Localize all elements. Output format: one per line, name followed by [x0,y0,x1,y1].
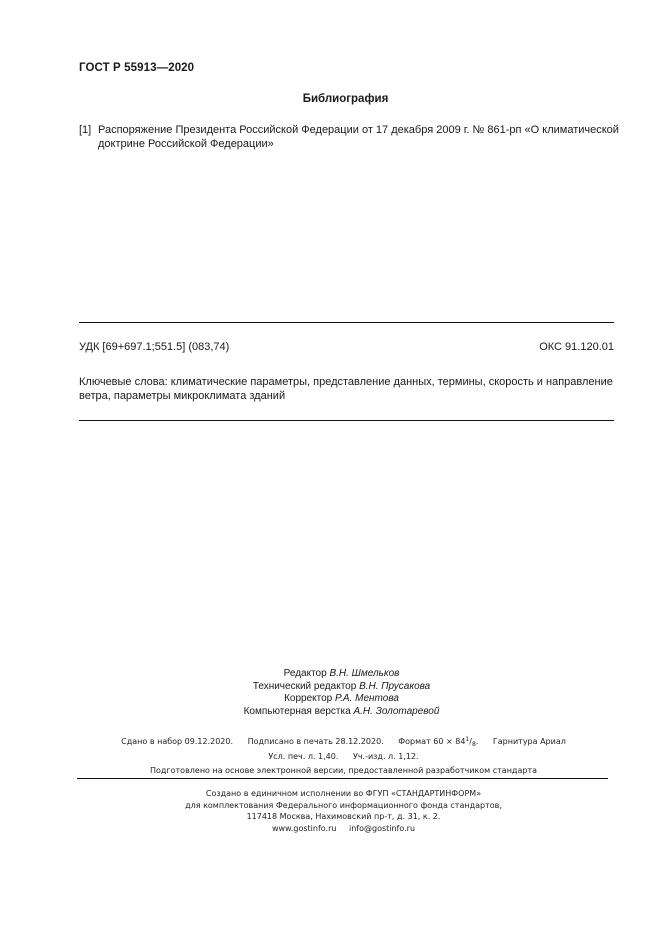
divider-bottom [77,778,608,779]
publisher-address: 117418 Москва, Нахимовский пр-т, д. 31, к. 2. [246,812,441,821]
typeface: Гарнитура Ариал [492,737,566,746]
print-info-line2 [26,751,661,763]
bibliography-item-number: [1] [79,124,92,136]
credit-layout: Компьютерная верстка А.Н. Золотаревой [243,705,440,717]
credit-proofreader: Корректор Р.А. Ментова [284,693,399,704]
credit-tech-editor: Технический редактор В.Н. Прусакова [252,680,431,692]
publisher-block [0,788,661,834]
udk-code: УДК [69+697.1;551.5] (083,74) [79,341,230,353]
publisher-email[interactable]: info@gostinfo.ru [348,823,416,833]
publisher-line1: Создано в единичном исполнении во ФГУП «СТАНДАРТИНФОРМ» [205,789,482,798]
bibliography-item-text: Распоряжение Президента Российской Федерации от 17 декабря 2009 г. № 861-рп «О климатической доктрине Российской Федерации» [98,124,619,150]
print-sheets: Усл. печ. л. 1,40. [268,751,339,761]
document-code: ГОСТ Р 55913—2020 [79,62,195,74]
publisher-website[interactable]: www.gostinfo.ru [271,823,337,833]
paper-format: Формат $60 \times 84^1/_8$. [398,736,479,748]
publisher-line2: для комплектования Федерального информационного фонда стандартов, [185,800,502,810]
credits-block [0,668,661,718]
oks-code: ОКС 91.120.01 [539,341,614,353]
print-info [0,734,661,777]
publisher-contacts [26,823,661,835]
submitted-date: Сдано в набор 09.12.2020. [121,737,234,746]
divider-middle [79,420,614,421]
bibliography-item [79,123,619,151]
prepared-note: Подготовлено на основе электронной версии, предоставленной разработчиком стандарта [149,766,538,775]
bibliography-title: Библиография [302,93,389,105]
print-info-line1 [26,734,661,751]
signed-date: Подписано в печать 28.12.2020. [247,737,384,746]
keywords: Ключевые слова: климатические параметры, представление данных, термины, скорость и направление ветра, параметры микроклимата зданий [79,376,613,402]
divider-top [79,322,614,323]
credit-editor: Редактор В.Н. Шмельков [283,668,400,679]
publish-sheets: Уч.-изд. л. 1,12. [352,751,419,761]
